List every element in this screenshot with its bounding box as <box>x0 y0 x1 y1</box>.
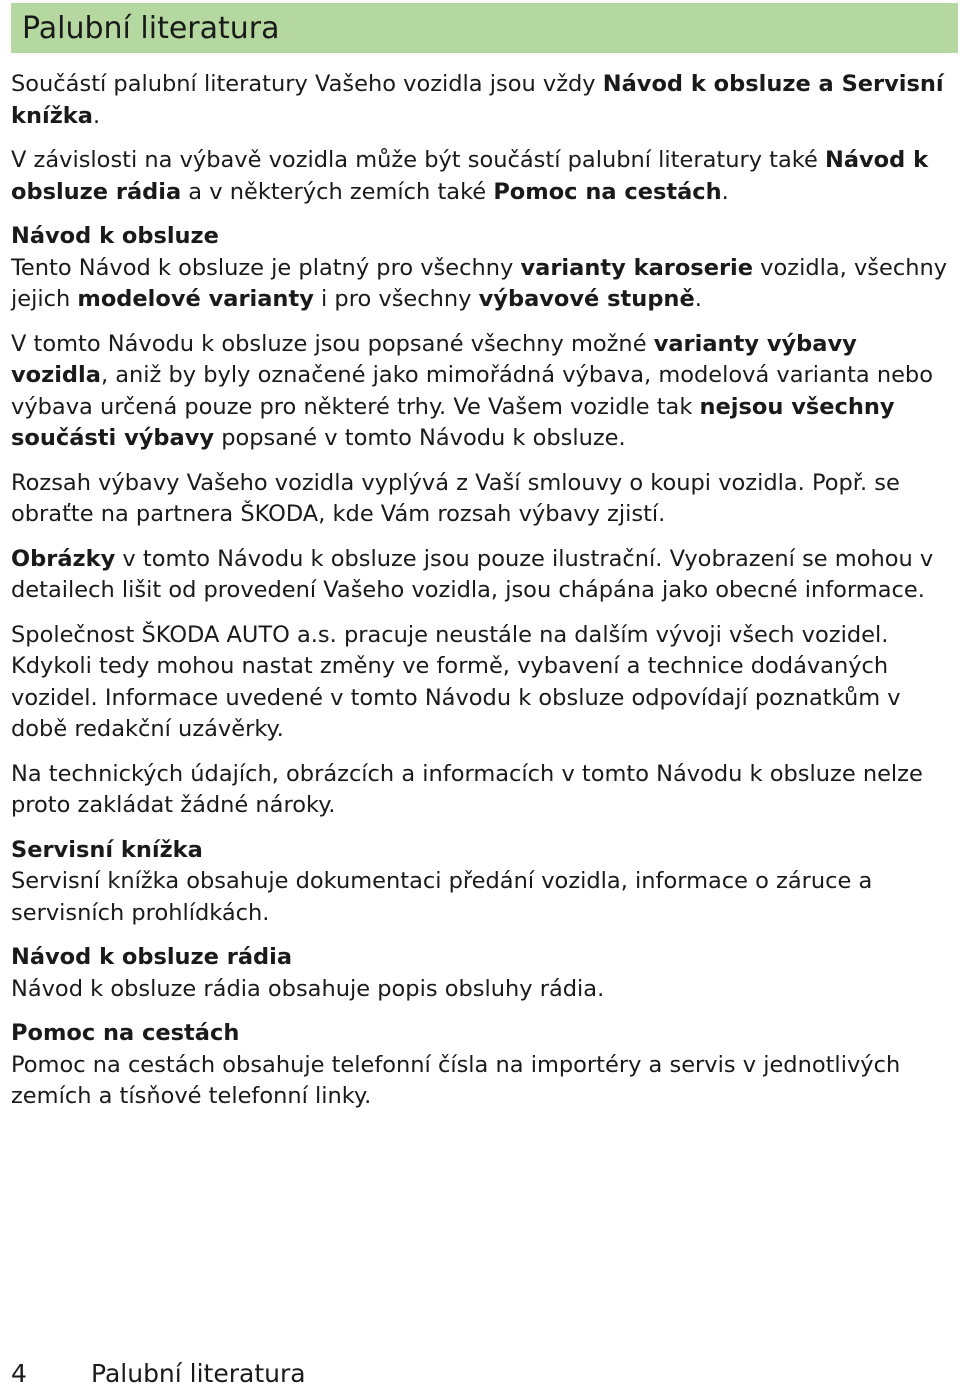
navod-paragraph-1 <box>11 253 951 316</box>
radio-paragraph: Návod k obsluze rádia obsahuje popis obsluhy rádia. <box>11 975 605 1002</box>
navod-text: v tomto Návodu k obsluze jsou pouze ilustrační. Vyobrazení se mohou v detailech lišit od provedení Vašeho vozidla, jsou chápána jako obecné informace. <box>11 545 934 603</box>
intro-paragraph-2 <box>11 145 951 208</box>
section-heading-pomoc: Pomoc na cestách <box>11 1020 240 1046</box>
section-heading-navod: Návod k obsluze <box>11 223 219 249</box>
page-title: Palubní literatura <box>22 11 280 46</box>
intro-emphasis: Servisní knížka <box>11 71 944 129</box>
navod-paragraph-3: Rozsah výbavy Vašeho vozidla vyplývá z Vaší smlouvy o koupi vozidla. Popř. se obraťte na partnera ŠKODA, kde Vám rozsah výbavy zjistí. <box>11 469 900 527</box>
navod-emphasis: nejsou všechny součásti výbavy <box>11 393 895 451</box>
intro-emphasis: Návod k obsluze <box>602 71 811 97</box>
navod-text: popsané v tomto Návodu k obsluze. <box>214 425 626 451</box>
intro-text: Součástí palubní literatury Vašeho vozidla jsou vždy <box>11 71 603 97</box>
intro-text: . <box>721 178 729 205</box>
footer-section-title: Palubní literatura <box>91 1359 306 1388</box>
navod-paragraph-5: Společnost ŠKODA AUTO a.s. pracuje neustále na dalším vývoji všech vozidel. Kdykoli tedy mohou nastat změny ve formě, vybavení a technice dodávaných vozidel. Informace uvedené v tomto Návodu k obsluze odpovídají poznatkům v době redakční uzávěrky. <box>11 621 901 742</box>
intro-emphasis: Pomoc na cestách <box>493 178 722 205</box>
navod-emphasis: Obrázky <box>11 545 116 572</box>
section-heading-servisni: Servisní knížka <box>11 836 203 863</box>
section-heading-radio: Návod k obsluze rádia <box>11 944 293 970</box>
page-footer <box>11 1355 306 1393</box>
navod-paragraph-4 <box>11 544 951 607</box>
navod-text: i pro všechny <box>313 286 479 312</box>
navod-text: Tento Návod k obsluze je platný pro všechny <box>11 254 521 281</box>
navod-text: . <box>694 286 702 312</box>
intro-emphasis: a <box>810 71 842 97</box>
navod-paragraph-6: Na technických údajích, obrázcích a informacích v tomto Návodu k obsluze nelze proto zakládat žádné nároky. <box>11 760 923 818</box>
intro-paragraph-1 <box>11 69 951 132</box>
navod-text: , aniž by byly označené jako mimořádná výbava, modelová varianta nebo výbava určená pouze pro některé trhy. Ve Vašem vozidle tak <box>11 362 933 420</box>
navod-text: V tomto Návodu k obsluze jsou popsané všechny možné <box>11 330 654 357</box>
page-header <box>11 3 958 53</box>
pomoc-paragraph: Pomoc na cestách obsahuje telefonní čísla na importéry a servis v jednotlivých zemích a tísňové telefonní linky. <box>11 1051 901 1109</box>
navod-emphasis: modelové varianty <box>77 286 314 312</box>
intro-text: V závislosti na výbavě vozidla může být součástí palubní literatury také <box>11 147 825 173</box>
navod-emphasis: varianty karoserie <box>520 254 754 281</box>
main-content <box>11 69 951 1126</box>
navod-paragraph-2 <box>11 329 951 455</box>
navod-text: vozidla, všechny jejich <box>11 254 948 312</box>
intro-text: . <box>92 102 101 129</box>
page-number: 4 <box>11 1359 27 1388</box>
navod-emphasis: varianty výbavy vozidla <box>11 330 857 388</box>
servisni-paragraph: Servisní knížka obsahuje dokumentaci předání vozidla, informace o záruce a servisních prohlídkách. <box>11 868 873 926</box>
intro-text: a v některých zemích také <box>181 178 494 205</box>
intro-emphasis: Návod k obsluze rádia <box>11 147 929 205</box>
navod-emphasis: výbavové stupně <box>478 286 695 312</box>
